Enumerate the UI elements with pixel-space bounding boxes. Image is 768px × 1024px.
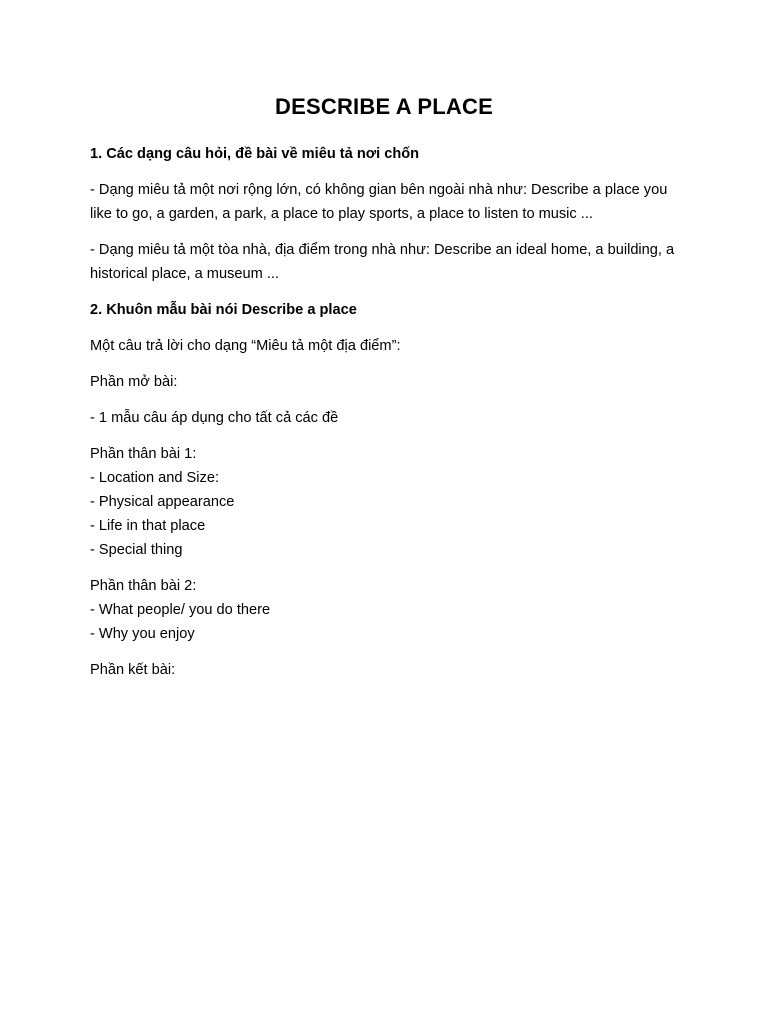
section1-paragraph-outdoor: - Dạng miêu tả một nơi rộng lớn, có không gian bên ngoài nhà như: Describe a place you like to go, a garden, a park, a place to play sports, a place to listen to music ... — [90, 182, 668, 222]
document-title: DESCRIBE A PLACE — [275, 94, 493, 119]
body2-block — [90, 574, 690, 646]
document-body — [90, 142, 690, 694]
conclusion-label: Phần kết bài: — [90, 662, 176, 678]
opening-item: - 1 mẫu câu áp dụng cho tất cả các đề — [90, 410, 339, 426]
body2-item-activities: - What people/ you do there — [90, 602, 271, 618]
body1-item-location: - Location and Size: — [90, 470, 219, 486]
body1-item-special: - Special thing — [90, 542, 183, 558]
section2-intro: Một câu trả lời cho dạng “Miêu tả một địa điểm”: — [90, 338, 401, 354]
body2-label: Phần thân bài 2: — [90, 578, 197, 594]
opening-label: Phần mở bài: — [90, 374, 178, 390]
body1-item-appearance: - Physical appearance — [90, 494, 235, 510]
body1-item-life: - Life in that place — [90, 518, 206, 534]
section1-heading: 1. Các dạng câu hỏi, đề bài về miêu tả nơi chốn — [90, 146, 420, 162]
section1-paragraph-indoor: - Dạng miêu tả một tòa nhà, địa điểm trong nhà như: Describe an ideal home, a building, a historical place, a museum ... — [90, 242, 675, 282]
body2-item-enjoy: - Why you enjoy — [90, 626, 195, 642]
body1-label: Phần thân bài 1: — [90, 446, 197, 462]
body1-block — [90, 442, 690, 562]
section2-heading: 2. Khuôn mẫu bài nói Describe a place — [90, 302, 357, 318]
